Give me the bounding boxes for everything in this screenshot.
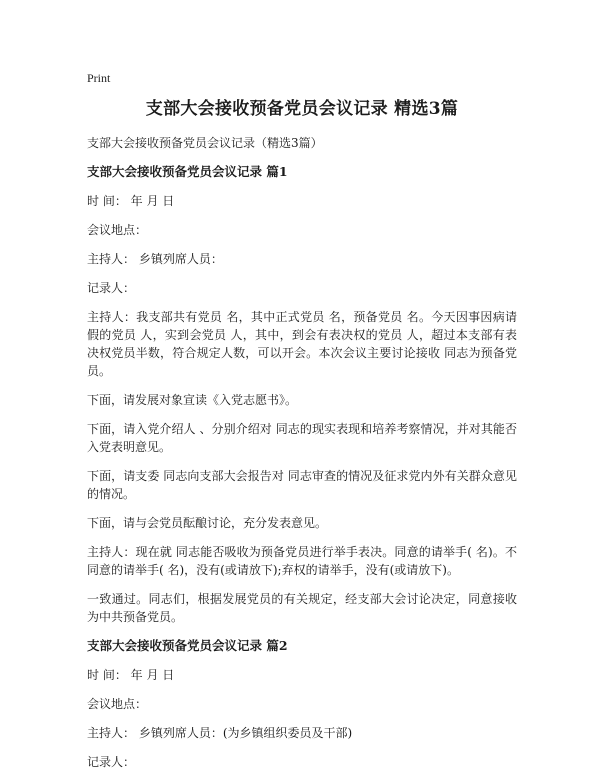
page-title: 支部大会接收预备党员会议记录 精选3篇 — [145, 99, 459, 119]
meeting-place: 会议地点： — [87, 223, 148, 237]
paragraph: 主持人：现在就 同志能否吸收为预备党员进行举手表决。同意的请举手( 名)。不同意的请举手( 名)，没有(或请放下);弃权的请举手，没有(或请放下)。 — [87, 545, 517, 577]
meeting-recorder: 记录人： — [87, 281, 136, 295]
paragraph: 一致通过。同志们，根据发展党员的有关规定，经支部大会讨论决定，同意接收 为中共预备党员。 — [87, 592, 517, 624]
section-heading: 支部大会接收预备党员会议记录 篇2 — [87, 638, 288, 653]
paragraph: 下面，请支委 同志向支部大会报告对 同志审查的情况及征求党内外有关群众意见的情况。 — [87, 469, 517, 501]
paragraph: 下面，请与会党员酝酿讨论，充分发表意见。 — [87, 516, 328, 530]
article-section-2 — [87, 637, 517, 771]
meeting-time: 时 间： 年 月 日 — [87, 668, 175, 682]
paragraph: 主持人：我支部共有党员 名，其中正式党员 名，预备党员 名。今天因事因病请假的党员 人，实到会党员 人，其中，到会有表决权的党员 人，超过本支部有表决权党员半数，符合规定人数，可以开会。本次会议主要讨论接收 同志为预备党员。 — [87, 310, 517, 378]
article-section-1 — [87, 163, 517, 626]
meeting-host: 主持人： 乡镇列席人员： — [87, 252, 223, 266]
document-subtitle: 支部大会接收预备党员会议记录（精选3篇） — [87, 136, 323, 150]
paragraph: 下面，请入党介绍人 、分别介绍对 同志的现实表现和培养考察情况，并对其能否入党表明意见。 — [87, 422, 517, 454]
meeting-place: 会议地点： — [87, 697, 148, 711]
meeting-host: 主持人： 乡镇列席人员：(为乡镇组织委员及干部) — [87, 726, 353, 740]
print-link[interactable]: Print — [87, 71, 111, 85]
meeting-recorder: 记录人： — [87, 755, 136, 769]
section-heading: 支部大会接收预备党员会议记录 篇1 — [87, 164, 288, 179]
paragraph: 下面，请发展对象宣读《入党志愿书》。 — [87, 393, 298, 407]
document-page — [87, 70, 517, 782]
meeting-time: 时 间： 年 月 日 — [87, 194, 175, 208]
